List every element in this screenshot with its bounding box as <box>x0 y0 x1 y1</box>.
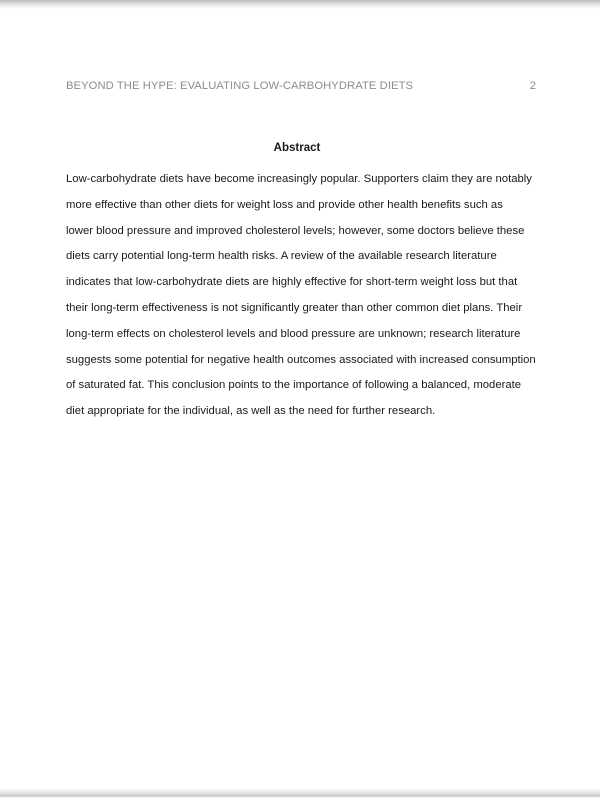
abstract-line: of saturated fat. This conclusion points to the importance of following a balanced, moderate <box>66 379 522 392</box>
abstract-body <box>66 171 546 429</box>
abstract-line: more effective than other diets for weight loss and provide other health benefits such as <box>66 198 503 211</box>
abstract-line: diet appropriate for the individual, as well as the need for further research. <box>66 405 436 418</box>
page-bottom-edge <box>0 788 600 800</box>
abstract-line: Low-carbohydrate diets have become increasingly popular. Supporters claim they are notably <box>66 173 532 185</box>
abstract-heading: Abstract <box>273 142 321 154</box>
running-head: BEYOND THE HYPE: EVALUATING LOW-CARBOHYDRATE DIETS <box>66 80 414 92</box>
abstract-line: long-term effects on cholesterol levels and blood pressure are unknown; research literature <box>66 327 521 340</box>
abstract-line: diets carry potential long-term health risks. A review of the available research literature <box>66 250 497 263</box>
page-top-edge <box>0 0 600 9</box>
page-number: 2 <box>529 80 536 92</box>
abstract-line: their long-term effectiveness is not significantly greater than other common diet plans. Their <box>66 301 523 314</box>
abstract-line: lower blood pressure and improved cholesterol levels; however, some doctors believe these <box>66 224 525 237</box>
abstract-line: indicates that low-carbohydrate diets are highly effective for short-term weight loss but that <box>66 276 518 289</box>
abstract-line: suggests some potential for negative health outcomes associated with increased consumption <box>66 353 536 366</box>
